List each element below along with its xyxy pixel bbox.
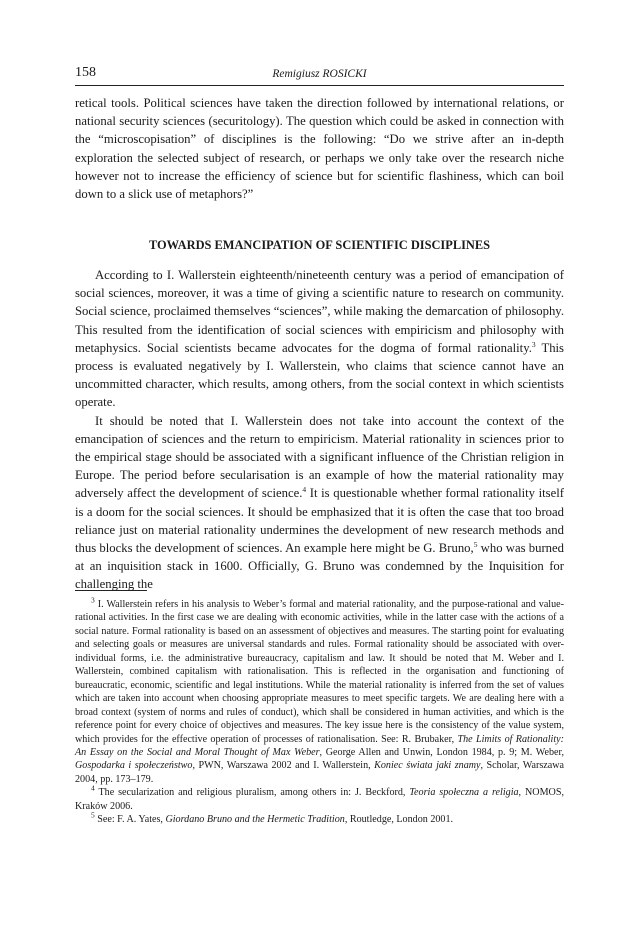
paragraph-2-text-a: It should be noted that I. Wallerstein does not take into account the context of the emancipation of sciences and the return to empiricism. Material rationality in sciences prior to the empirical stage should be associated with a significant influence of the Christian religion in Europe. The period before secularisation is an example of how the material rationality may adversely affect the development of science. — [75, 413, 564, 501]
main-text — [75, 266, 564, 594]
footnote-5-text-a: See: F. A. Yates, — [94, 814, 166, 826]
page-number: 158 — [75, 65, 96, 80]
footnotes — [75, 595, 565, 827]
paragraph-2-text-b: It is questionable whether formal rationality itself is a doom for the social sciences. It should be emphasized that it is often the case that too broad reliance just on material rationality undermines the development of new research methods and thus blocks the development of sciences. An example here might be G. Bruno, — [75, 486, 564, 556]
footnote-5-text-b: , Routledge, London 2001. — [344, 814, 454, 826]
footnote-5-number: 5 — [91, 810, 95, 820]
page-header — [75, 64, 564, 82]
footnote-3-text-c: , PWN, Warszawa 2002 and I. Wallerstein, — [192, 760, 375, 772]
footnote-rule — [75, 590, 147, 591]
footnote-3-text-a: I. Wallerstein refers in his analysis to Weber’s formal and material rationality, and the purpose-rational and value-rational activities. In the first case we are dealing with economic activities, while in the latter case with the actions of a social nature. Formal rationality is based on an assessment of objectives and measures. The starting point for evaluating and selecting goals or measures are universal standards and rules. Formal rationality should be associated with over-individual forms, i.e. the administrative bureaucracy, capitalism and law. It should be noted that M. Weber and I. Wallerstein, combined capitalism with rationalisation. This is reflected in the organisation and functioning of bureaucratic, economic, scientific and legal institutions. While the material rationality is inferred from the set of values which are taken into account when choosing appropriate measures to meet specific targets. We are dealing here with a broad context (system of norms and rules of conduct), which shall be considered in human activities, and which is the reference point for every choice of objectives and measures. The key issue here is the consistency of the value system, which provides for the effective operation of processes of rationalisation. See: R. Brubaker, — [75, 599, 564, 745]
paragraph-1-text-a: According to I. Wallerstein eighteenth/nineteenth century was a period of emancipation of social sciences, moreover, it was a time of giving a scientific nature to research on community. Social science, proclaimed themselves “sciences”, while making the demarcation of philosophy. This resulted from the identification of social sciences with empiricism and philosophy with metaphysics. Social scientists became advocates for the dogma of formal rationality. — [75, 268, 564, 355]
intro-paragraph: retical tools. Political sciences have taken the direction followed by international relations, or national security sciences (securitology). The question which could be asked in connection with the “microscopisation” of disciplines is the following: “Do we strive after an in-depth exploration the selected subject of research, or perhaps we only take over the research niche however not to increase the efficiency of science but for scientific flashiness, which can boil down to a slick use of metaphors?” — [75, 96, 564, 202]
footnote-ref-3[interactable]: 3 — [531, 339, 536, 349]
footnote-4 — [75, 783, 564, 813]
footnote-4-text-a: The secularization and religious pluralism, among others in: J. Beckford, — [94, 787, 410, 799]
running-head-author: Remigiusz ROSICKI — [272, 68, 367, 80]
intro-paragraph-block — [75, 94, 564, 203]
footnote-ref-5[interactable]: 5 — [473, 539, 478, 549]
header-rule — [75, 85, 564, 86]
footnote-3-title-2: Gospodarka i społeczeństwo — [75, 760, 193, 772]
paragraph-1 — [75, 266, 564, 412]
footnote-4-number: 4 — [91, 783, 95, 793]
paragraph-2-text-c: who was burned at an inquisition stack in 1600. Officially, G. Bruno was condemned by the Inquisition for challenging the — [75, 541, 564, 592]
footnote-ref-4[interactable]: 4 — [302, 485, 307, 495]
footnote-3-title-3: Koniec świata jaki znamy — [374, 760, 481, 772]
footnote-3 — [75, 595, 565, 786]
section-heading: TOWARDS EMANCIPATION OF SCIENTIFIC DISCIPLINES — [148, 238, 491, 252]
footnote-4-title: Teoria społeczna a religia — [409, 787, 519, 799]
paragraph-2 — [75, 412, 564, 594]
footnote-3-text-b: , George Allen and Unwin, London 1984, p. 9; M. Weber, — [319, 746, 564, 758]
footnote-3-title-1: The Limits of Rationality: An Essay on the Social and Moral Thought of Max Weber — [75, 733, 565, 758]
paragraph-1-text-b: This process is evaluated negatively by I. Wallerstein, who claims that science cannot have an uncommitted character, which results, among others, from the social context in which scientists operate. — [75, 340, 564, 410]
footnote-3-text-d: , Scholar, Warszawa 2004, pp. 173–179. — [75, 760, 565, 785]
footnote-3-number: 3 — [91, 595, 95, 605]
footnote-5-title: Giordano Bruno and the Hermetic Tradition — [165, 814, 345, 826]
footnote-5 — [75, 810, 564, 826]
footnote-4-text-b: , NOMOS, Kraków 2006. — [75, 787, 564, 812]
